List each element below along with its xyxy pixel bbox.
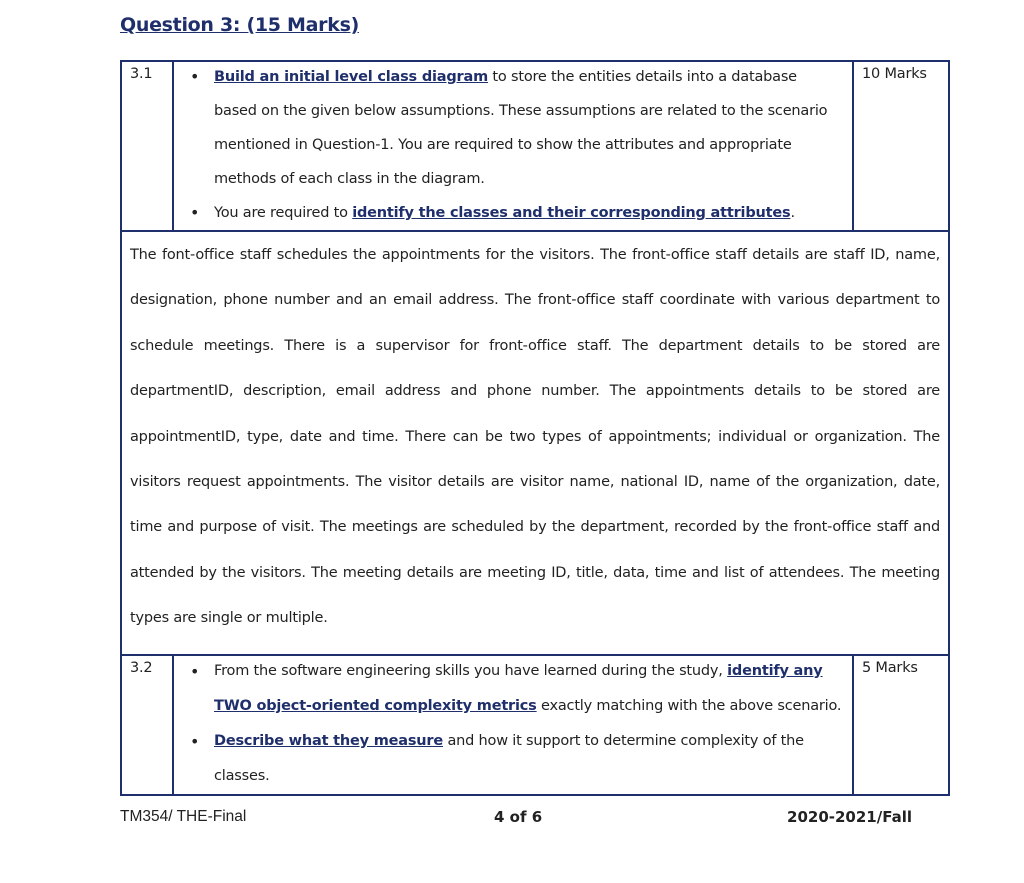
marks-3-2: 5 Marks [853,655,949,795]
question-number-3-2: 3.2 [121,655,173,795]
question-body-3-2 [173,655,853,795]
row-scenario [121,231,949,655]
emphasis-complexity-metrics: identify any TWO object-oriented complexity metrics [214,662,823,714]
bullet-3-1-b [182,196,844,230]
question-number-3-1: 3.1 [121,61,173,231]
emphasis-identify-classes: identify the classes and their corresponding attributes [352,205,791,221]
bullet-text: and how it support to determine complexity of the classes. [214,732,804,784]
footer-term: 2020-2021/Fall [787,808,912,826]
bullet-text: You are required to [214,205,353,221]
bullet-text: to store the entities details into a database based on the given below assumptions. These assumptions are related to the scenario mentioned in Question-1. You are required to show the attributes and appropriate methods of each class in the diagram. [214,69,828,187]
footer-page-number: 4 of 6 [494,808,543,826]
bullet-text: From the software engineering skills you have learned during the study, [214,662,728,679]
bullet-text: exactly matching with the above scenario. [536,697,842,714]
emphasis-class-diagram: Build an initial level class diagram [214,69,488,85]
row-3-1 [121,61,949,231]
question-title: Question 3: (15 Marks) [120,14,359,36]
marks-3-1: 10 Marks [853,61,949,231]
scenario-text: The font-office staff schedules the appointments for the visitors. The front-office staff details are staff ID, name, designation, phone number and an email address. The front-office staff coordinate with various department to schedule meetings. There is a supervisor for front-office staff. The department details to be stored are departmentID, description, email address and phone number. The appointments details to be stored are appointmentID, type, date and time. There can be two types of appointments; individual or organization. The visitors request appointments. The visitor details are visitor name, national ID, name of the organization, date, time and purpose of visit. The meetings are scheduled by the department, recorded by the front-office staff and attended by the visitors. The meeting details are meeting ID, title, data, time and list of attendees. The meeting types are single or multiple. [121,231,949,655]
row-3-2 [121,655,949,795]
question-table [120,60,950,796]
bullet-3-2-a [182,654,844,724]
bullet-3-1-a [182,60,844,196]
page-footer [120,808,912,828]
bullet-text: . [790,205,795,221]
footer-course-code: TM354/ THE-Final [120,808,247,825]
question-body-3-1 [173,61,853,231]
bullet-3-2-b [182,724,844,794]
emphasis-describe: Describe what they measure [214,732,444,749]
